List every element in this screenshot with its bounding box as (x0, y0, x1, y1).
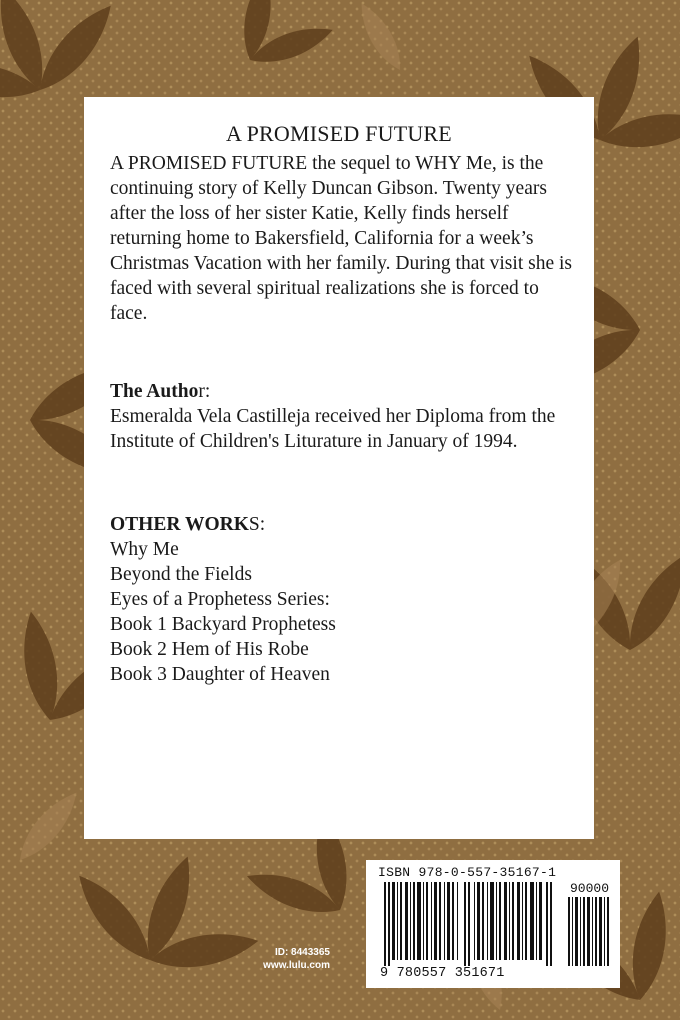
other-works-heading (110, 512, 580, 537)
description-panel (84, 97, 594, 839)
lulu-url: www.lulu.com (263, 960, 330, 971)
isbn-barcode (366, 860, 620, 988)
other-works-list (110, 537, 580, 687)
list-item: Book 1 Backyard Prophetess (110, 614, 336, 635)
lulu-id: ID: 8443365 (274, 947, 330, 958)
list-item: Book 3 Daughter of Heaven (110, 664, 330, 685)
author-heading-bold: The Autho (110, 381, 199, 402)
isbn-number: ISBN 978-0-557-35167-1 (378, 865, 557, 880)
list-item: Beyond the Fields (110, 564, 252, 585)
author-bio: Esmeralda Vela Castilleja received her Diploma from the Institute of Children's Liturature in January of 1994. (110, 406, 556, 452)
book-title: A PROMISED FUTURE (226, 121, 452, 146)
works-heading-rest: S: (248, 514, 266, 535)
addon-barcode-bars (568, 897, 612, 966)
author-heading (110, 379, 580, 404)
barcode-bars (378, 882, 562, 966)
works-heading-bold: OTHER WORK (110, 514, 249, 535)
price-addon-number: 90000 (570, 881, 610, 896)
list-item: Book 2 Hem of His Robe (110, 639, 309, 660)
barcode-digits: 9 780557 351671 (380, 966, 505, 981)
list-item: Eyes of a Prophetess Series: (110, 589, 330, 610)
author-heading-rest: r: (198, 381, 211, 402)
publisher-meta (240, 946, 330, 972)
list-item: Why Me (110, 539, 179, 560)
book-description: A PROMISED FUTURE the sequel to WHY Me, is the continuing story of Kelly Duncan Gibson. Twenty years after the loss of her sister Katie, Kelly finds herself returning home to Bakersfield, California for a week’s Christmas Vacation with her family. During that visit she is faced with several spiritual realizations she is forced to face. (110, 153, 572, 324)
